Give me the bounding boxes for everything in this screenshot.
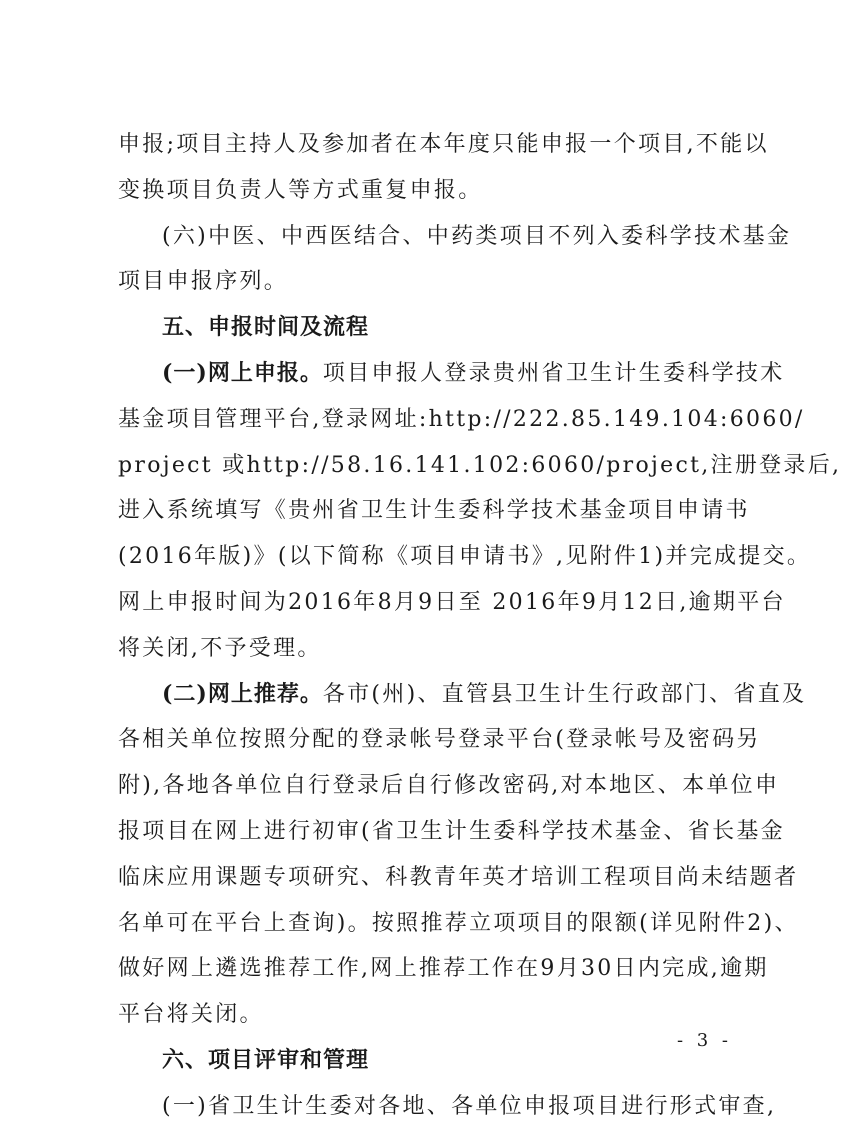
paragraph-line: (一)省卫生计生委对各地、各单位申报项目进行形式审查, (162, 1093, 777, 1119)
paragraph-text: 各市(州)、直管县卫生计生行政部门、省直及 (322, 681, 807, 707)
paragraph-line: 做好网上遴选推荐工作,网上推荐工作在9月30日内完成,逾期 (118, 956, 769, 982)
paragraph-line: project 或http://58.16.141.102:6060/project,注册登录后, (118, 452, 842, 478)
paragraph-line: 临床应用课题专项研究、科教青年英才培训工程项目尚未结题者 (118, 864, 799, 890)
paragraph-line: 网上申报时间为2016年8月9日至 2016年9月12日,逾期平台 (118, 589, 786, 615)
body-text (118, 122, 842, 1130)
paragraph-line: 报项目在网上进行初审(省卫生计生委科学技术基金、省长基金 (118, 818, 785, 844)
paragraph-line: 将关闭,不予受理。 (118, 635, 322, 661)
paragraph-line (118, 351, 785, 397)
section-heading: 五、申报时间及流程 (162, 314, 370, 341)
subsection-lead: (二)网上推荐。 (162, 680, 323, 707)
paragraph-line: (六)中医、中西医结合、中药类项目不列入委科学技术基金 (162, 223, 792, 249)
paragraph-line (118, 672, 807, 718)
paragraph-line: 各相关单位按照分配的登录帐号登录平台(登录帐号及密码另 (118, 727, 761, 753)
subsection-lead: (一)网上申报。 (162, 359, 323, 386)
paragraph-line: 平台将关闭。 (118, 1002, 264, 1028)
paragraph-line: 基金项目管理平台,登录网址:http://222.85.149.104:6060/ (118, 406, 805, 432)
section-heading: 六、项目评审和管理 (162, 1046, 370, 1073)
paragraph-line: 名单可在平台上查询)。按照推荐立项项目的限额(详见附件2)、 (118, 910, 799, 936)
paragraph-line: (2016年版)》(以下简称《项目申请书》,见附件1)并完成提交。 (118, 544, 812, 570)
paragraph-line: 申报;项目主持人及参加者在本年度只能申报一个项目,不能以 (118, 132, 769, 157)
paragraph-line: 进入系统填写《贵州省卫生计生委科学技术基金项目申请书 (118, 498, 750, 524)
paragraph-text: 项目申报人登录贵州省卫生计生委科学技术 (322, 360, 785, 386)
page-number: - 3 - (676, 1030, 732, 1051)
paragraph-line: 变换项目负责人等方式重复申报。 (118, 177, 483, 203)
paragraph-line: 附),各地各单位自行登录后自行修改密码,对本地区、本单位申 (118, 773, 780, 799)
paragraph-line: 项目申报序列。 (118, 269, 289, 295)
